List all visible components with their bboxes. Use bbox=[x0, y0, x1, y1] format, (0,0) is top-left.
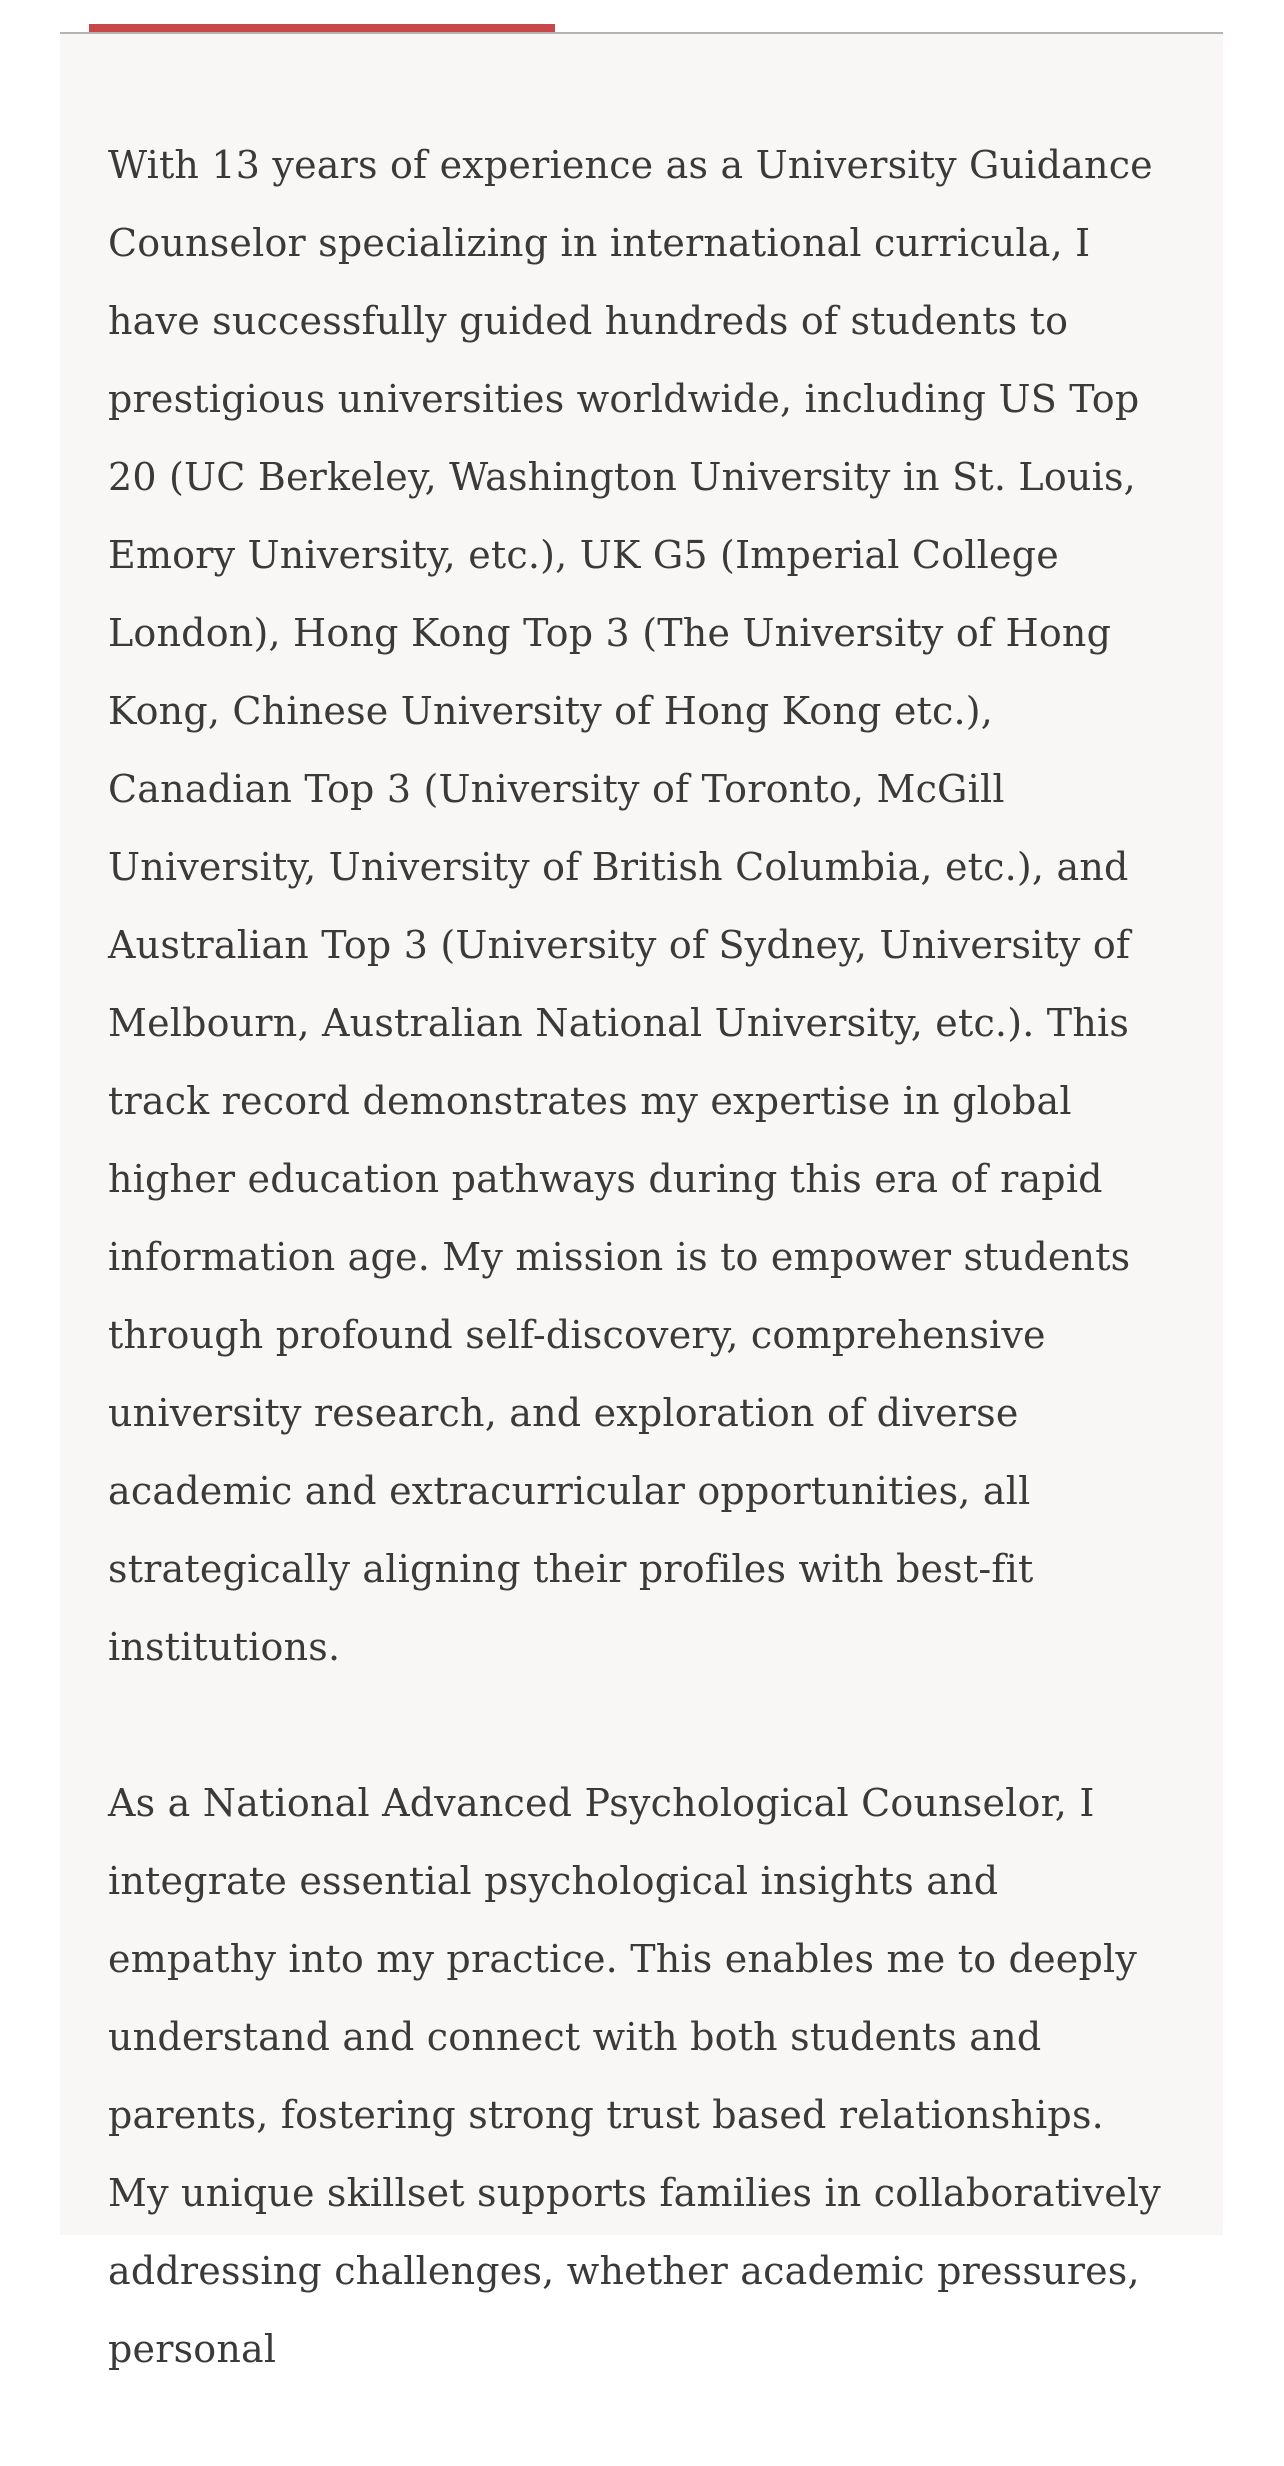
about-paragraph-experience: With 13 years of experience as a University Guidance Counselor specializing in international curricula, I have successfully guided hundreds of students to prestigious universities worldwide, including US Top 20 (UC Berkeley, Washington University in St. Louis, Emory University, etc.), UK G5 (Imperial College London), Hong Kong Top 3 (The University of Hong Kong, Chinese University of Hong Kong etc.), Canadian Top 3 (University of Toronto, McGill University, University of British Columbia, etc.), and Australian Top 3 (University of Sydney, University of Melbourn, Australian National University, etc.). This track record demonstrates my expertise in global higher education pathways during this era of rapid information age. My mission is to empower students through profound self-discovery, comprehensive university research, and exploration of diverse academic and extracurricular opportunities, all strategically aligning their profiles with best-fit institutions. bbox=[108, 143, 1153, 1669]
about-paragraph-counseling: As a National Advanced Psychological Counselor, I integrate essential psychological insights and empathy into my practice. This enables me to deeply understand and connect with both students and parents, fostering strong trust based relationships. My unique skillset supports families in collaboratively addressing challenges, whether academic pressures, personal bbox=[108, 1781, 1161, 2371]
tab-bar bbox=[60, 0, 1223, 34]
about-text bbox=[108, 126, 1168, 2466]
about-card bbox=[60, 34, 1223, 2371]
active-tab-indicator bbox=[89, 24, 555, 32]
